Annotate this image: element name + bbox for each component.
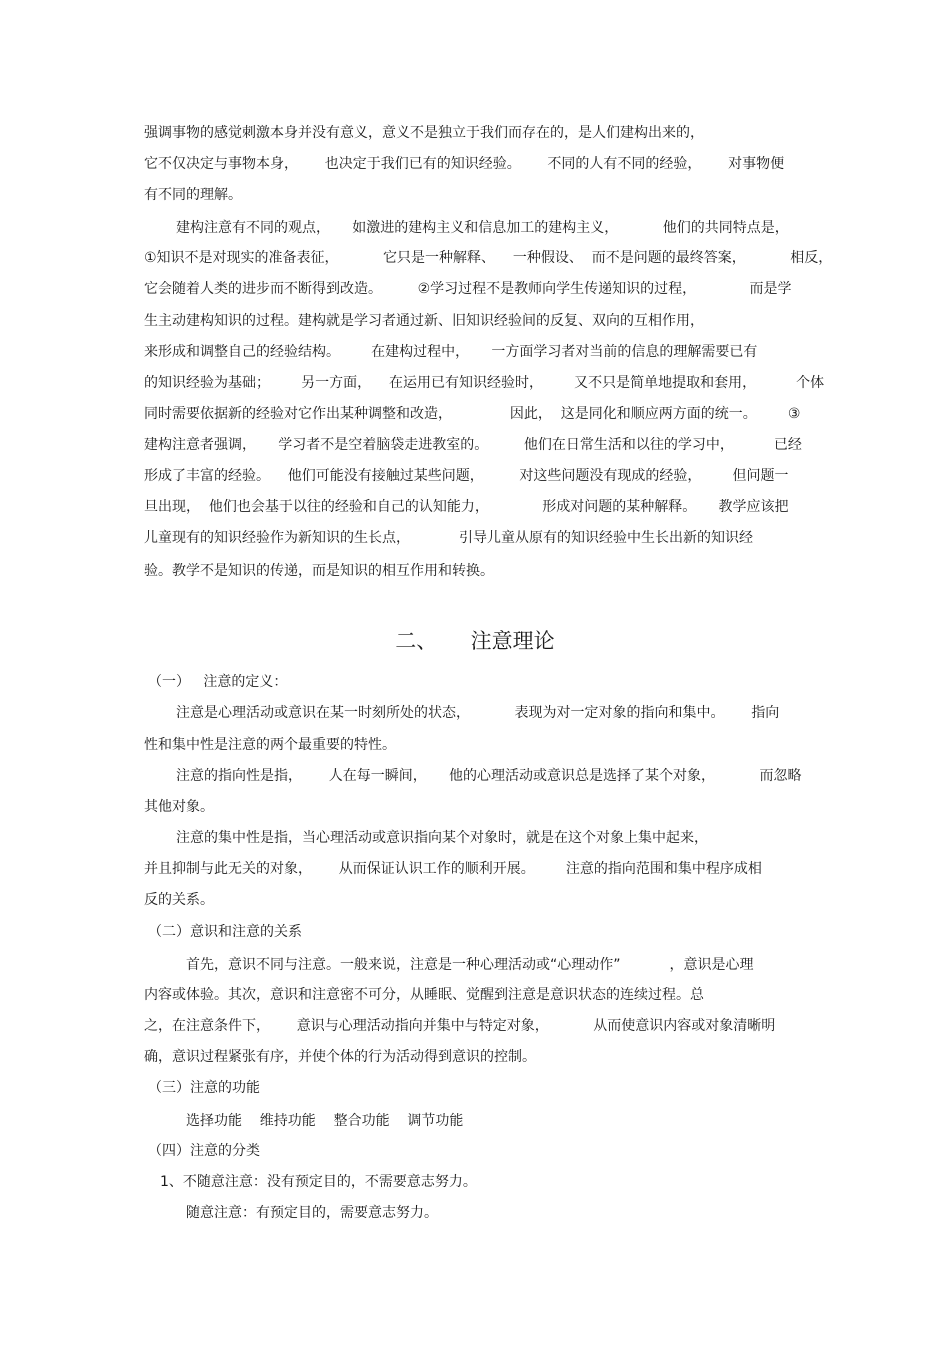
paragraph-line: 之，在注意条件下， 意识与心理活动指向并集中与特定对象， 从而使意识内容或对象清晰明 — [144, 1018, 776, 1034]
subsection-title: （二）意识和注意的关系 — [148, 924, 302, 940]
list-item: 1、不随意注意：没有预定目的，不需要意志努力。 — [160, 1174, 477, 1190]
paragraph-line: 生主动建构知识的过程。建构就是学习者通过新、旧知识经验间的反复、双向的互相作用， — [144, 313, 704, 329]
paragraph-line: 它不仅决定与事物本身， 也决定于我们已有的知识经验。 不同的人有不同的经验， 对事物便 — [144, 156, 785, 172]
paragraph-line: 反的关系。 — [144, 892, 214, 908]
section-heading: 二、 注意理论 — [395, 629, 555, 653]
paragraph-line: ①知识不是对现实的准备表征， 它只是一种解释、 一种假设、 而不是问题的最终答案， 相反， — [144, 250, 833, 266]
paragraph-line: 形成了丰富的经验。 他们可能没有接触过某些问题， 对这些问题没有现成的经验， 但问题一 — [144, 468, 789, 484]
paragraph-line: 确，意识过程紧张有序，并使个体的行为活动得到意识的控制。 — [144, 1049, 536, 1065]
paragraph-line: 它会随着人类的进步而不断得到改造。 ②学习过程不是教师向学生传递知识的过程， 而是学 — [144, 281, 792, 297]
paragraph-line: 验。教学不是知识的传递，而是知识的相互作用和转换。 — [144, 563, 494, 579]
paragraph-line: 其他对象。 — [144, 799, 214, 815]
subsection-title: （四）注意的分类 — [148, 1143, 260, 1159]
paragraph-line: 性和集中性是注意的两个最重要的特性。 — [144, 737, 396, 753]
subsection-title: （三）注意的功能 — [148, 1080, 260, 1096]
paragraph-line: 强调事物的感觉刺激本身并没有意义，意义不是独立于我们而存在的，是人们建构出来的， — [144, 125, 704, 141]
paragraph-line: 儿童现有的知识经验作为新知识的生长点， 引导儿童从原有的知识经验中生长出新的知识经 — [144, 530, 753, 546]
paragraph-line: 注意的指向性是指， 人在每一瞬间， 他的心理活动或意识总是选择了某个对象， 而忽略 — [176, 768, 802, 784]
paragraph-line: 注意是心理活动或意识在某一时刻所处的状态， 表现为对一定对象的指向和集中。 指向 — [176, 705, 780, 721]
paragraph-line: 建构注意有不同的观点， 如激进的建构主义和信息加工的建构主义， 他们的共同特点是， — [176, 220, 789, 236]
paragraph-line: 首先，意识不同与注意。一般来说，注意是一种心理活动或“心理动作” ，意识是心理 — [186, 957, 754, 973]
paragraph-line: 旦出现， 他们也会基于以往的经验和自己的认知能力， 形成对问题的某种解释。 教学应该把 — [144, 499, 789, 515]
paragraph-line: 并且抑制与此无关的对象， 从而保证认识工作的顺利开展。 注意的指向范围和集中程序成相 — [144, 861, 762, 877]
paragraph-line: 来形成和调整自己的经验结构。 在建构过程中， 一方面学习者对当前的信息的理解需要已有 — [144, 344, 758, 360]
paragraph-line: 内容或体验。其次，意识和注意密不可分，从睡眠、觉醒到注意是意识状态的连续过程。总 — [144, 987, 704, 1003]
paragraph-line: 建构注意者强调， 学习者不是空着脑袋走进教室的。 他们在日常生活和以往的学习中， 已经 — [144, 437, 802, 453]
paragraph-line: 有不同的理解。 — [144, 187, 242, 203]
list-item: 随意注意：有预定目的，需要意志努力。 — [186, 1205, 438, 1221]
paragraph-line: 注意的集中性是指，当心理活动或意识指向某个对象时，就是在这个对象上集中起来， — [176, 830, 708, 846]
paragraph-line: 的知识经验为基础； 另一方面， 在运用已有知识经验时， 又不只是简单地提取和套用， 个体 — [144, 375, 825, 391]
paragraph-line: 同时需要依据新的经验对它作出某种调整和改造， 因此， 这是同化和顺应两方面的统一。 ③ — [144, 406, 801, 422]
function-list: 选择功能 维持功能 整合功能 调节功能 — [186, 1113, 464, 1129]
subsection-title: （一） 注意的定义： — [148, 674, 288, 690]
